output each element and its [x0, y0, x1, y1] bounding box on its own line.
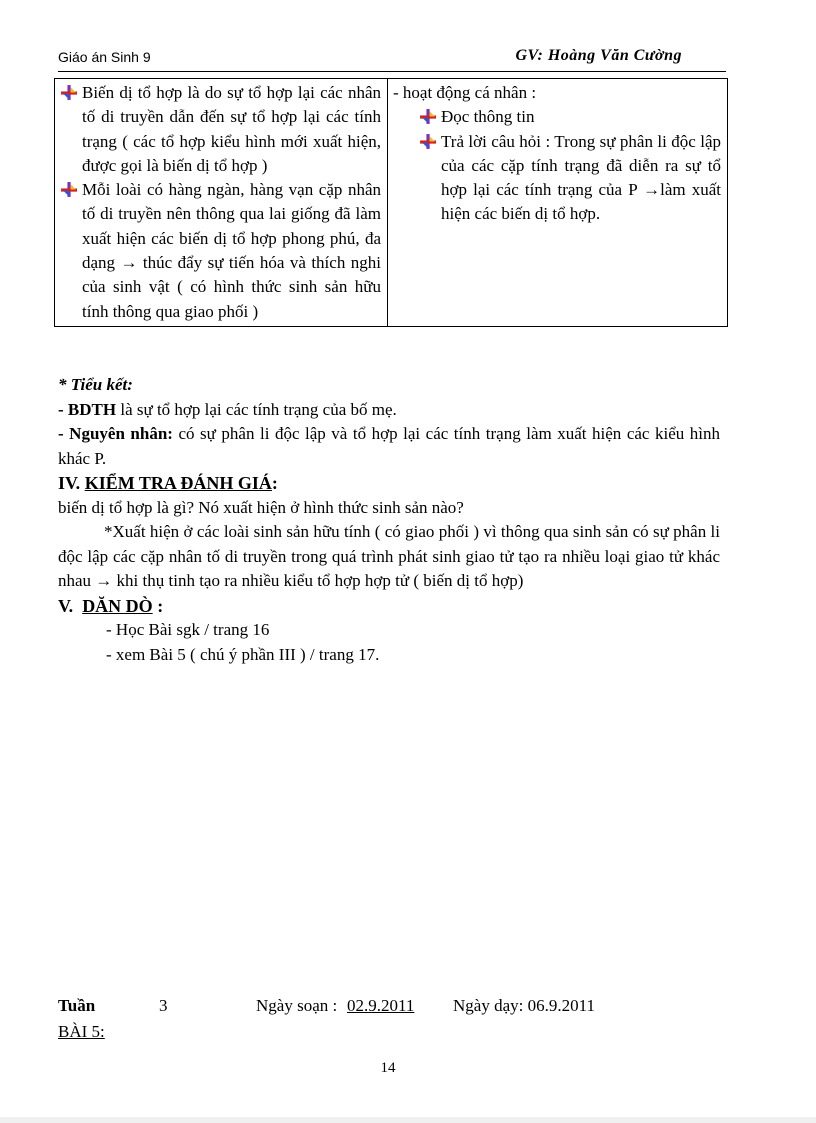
list-item	[393, 130, 721, 227]
section-heading-assessment	[58, 471, 720, 496]
page-edge-shade	[0, 1117, 816, 1123]
section-number: V.	[58, 595, 83, 616]
homework-task: - xem Bài 5 ( chú ý phần III ) / trang 17.	[106, 644, 380, 664]
header-teacher: GV: Hoàng Văn Cường	[515, 47, 682, 64]
list-item	[393, 105, 721, 129]
list-item	[60, 81, 381, 178]
lesson-title: BÀI 5:	[58, 1022, 105, 1041]
colorful-arrow-bullet-icon	[60, 84, 77, 101]
left-bullet-text: Mỗi loài có hàng ngàn, hàng vạn cặp nhân tố di truyền nên thông qua lai giống đã làm xuất hiện các biến dị tổ hợp phong phú, đa dạng → thúc đẩy sự tiến hóa và thích nghi của sinh vật ( có hình thức sinh sản hữu tính thông qua giao phối )	[82, 180, 381, 321]
section-title: DĂN DÒ	[82, 595, 153, 616]
right-bullet-text: Trả lời câu hỏi : Trong sự phân li độc lập của các cặp tính trạng đã diễn ra sự tổ hợp lại các tính trạng của P →làm xuất hiện các biến dị tổ hợp.	[441, 131, 721, 224]
summary-definition: là sự tổ hợp lại các tính trạng của bố mẹ.	[116, 399, 397, 419]
teach-date: Ngày dạy: 06.9.2011	[453, 996, 595, 1015]
right-bullet-text: Đọc thông tin	[441, 107, 535, 127]
document-body	[58, 373, 720, 667]
summary-line-2	[58, 422, 720, 471]
prep-date: 02.9.2011	[347, 996, 415, 1015]
summary-title: * Tiểu kết:	[58, 375, 133, 394]
header-rule	[58, 71, 726, 72]
left-bullet-text: Biến dị tổ hợp là do sự tổ hợp lại các nhân tố di truyền dẫn đến sự tổ hợp lại các tính trạng ( các tổ hợp kiểu hình mới xuất hiện, được gọi là biến dị tổ hợp )	[82, 83, 381, 175]
week-label: Tuần	[58, 996, 96, 1015]
summary-term: - BDTH	[58, 399, 117, 419]
page-header	[58, 47, 726, 71]
homework-task: - Học Bài sgk / trang 16	[106, 620, 270, 639]
header-subject: Giáo án Sinh 9	[58, 49, 151, 65]
assessment-answer: *Xuất hiện ở các loài sinh sản hữu tính ( có giao phối ) vì thông qua sinh sản có sự phân li độc lập các cặp nhân tố di truyền trong quá trình phát sinh giao tử tạo ra nhiều loại giao tử khác nhau → khi thụ tinh tạo ra nhiều kiểu tổ hợp hợp tử ( biến dị tổ hợp)	[58, 522, 720, 590]
table-row	[55, 79, 728, 327]
activity-table	[54, 78, 728, 327]
section-colon: :	[271, 473, 278, 493]
assessment-question: biến dị tổ hợp là gì? Nó xuất hiện ở hình thức sinh sản nào?	[58, 497, 464, 517]
colorful-arrow-bullet-icon	[419, 108, 436, 125]
list-item	[60, 178, 381, 324]
activity-title: - hoạt động cá nhân :	[393, 83, 537, 102]
page-number: 14	[380, 1060, 396, 1076]
section-title: KIỂM TRA ĐÁNH GIÁ	[84, 473, 272, 493]
section-number: IV.	[58, 473, 85, 493]
section-colon: :	[152, 595, 164, 616]
colorful-arrow-bullet-icon	[60, 181, 77, 198]
summary-cause-text: có sự phân li độc lập và tổ hợp lại các tính trạng làm xuất hiện các kiểu hình khác P.	[58, 424, 720, 468]
colorful-arrow-bullet-icon	[419, 133, 436, 150]
summary-cause-label: - Nguyên nhân:	[58, 424, 173, 443]
teacher-content-cell	[55, 79, 388, 327]
student-activity-cell	[388, 79, 728, 327]
next-lesson-footer	[58, 996, 738, 1046]
section-heading-homework	[58, 594, 720, 619]
summary-line-1	[58, 398, 720, 423]
prep-date-label: Ngày soạn :	[256, 996, 338, 1015]
week-value: 3	[159, 996, 168, 1015]
